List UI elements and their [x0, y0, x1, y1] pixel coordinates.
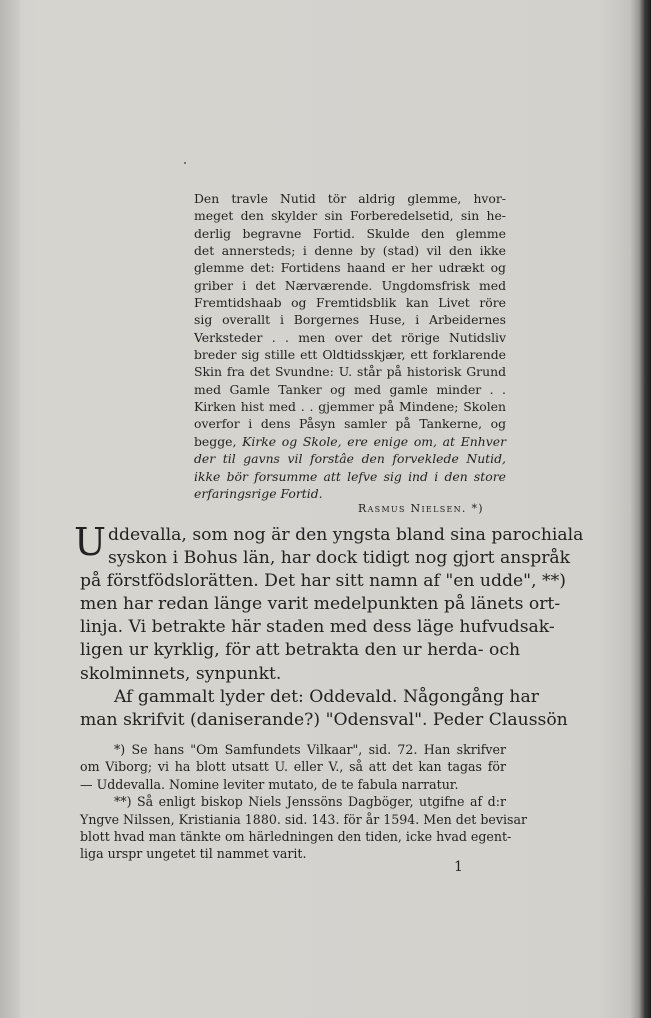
footnote-line: *) Se hans "Om Samfundets Vilkaar", sid. 72. Han skrifver	[114, 742, 506, 757]
body-line: på förstfödslorätten. Det har sitt namn af "en udde", **)	[80, 571, 566, 592]
footnote-line: **) Så enligt biskop Niels Jenssöns Dagböger, utgifne af d:r	[114, 794, 506, 810]
epigraph-line: breder sig stille ett Oldtidsskjær, ett forklarende	[194, 347, 506, 363]
body-line: Af gammalt lyder det: Oddevald. Någongång har	[114, 686, 539, 707]
page-left-edge	[0, 0, 20, 1018]
epigraph-line: glemme det: Fortidens haand er her udrækt og	[194, 260, 506, 276]
epigraph-line: sig overallt i Borgernes Huse, i Arbeidernes	[194, 312, 506, 328]
body-line: men har redan länge varit medelpunkten på länets ort-	[80, 594, 561, 615]
epigraph-line: med Gamle Tanker og med gamle minder . .	[194, 381, 506, 397]
epigraph-italic-line: ikke bör forsumme att lefve sig ind i den store	[194, 468, 506, 484]
epigraph-line: Fremtidshaab og Fremtidsblik kan Livet röre	[194, 295, 506, 311]
body-line: man skrifvit (daniserande?) "Odensval". Peder Claussön	[80, 709, 568, 730]
epigraph-plain-fragment: begge,	[194, 433, 243, 449]
main-text	[74, 520, 584, 732]
body-line: syskon i Bohus län, har dock tidigt nog gjort anspråk	[108, 548, 571, 569]
body-line: linja. Vi betrakte här staden med dess läge hufvudsak-	[80, 617, 555, 638]
footnote-line: blott hvad man tänkte om härledningen den tiden, icke hvad egent-	[80, 829, 512, 845]
epigraph-line: griber i det Nærværende. Ungdomsfrisk med	[194, 277, 506, 293]
footnote-line: — Uddevalla. Nomine leviter mutato, de te fabula narratur.	[80, 776, 459, 792]
epigraph-line: Skin fra det Svundne: U. står på historisk Grund	[194, 364, 506, 380]
epigraph-italic-fragment: Kirke og Skole, ere enige om, at Enhver	[242, 433, 506, 449]
body-line: skolminnets, synpunkt.	[80, 663, 282, 684]
epigraph-line-mixed	[194, 433, 506, 450]
epigraph-signature: Rasmus Nielsen. *)	[358, 502, 484, 515]
paper-speck	[184, 162, 186, 164]
body-line: ligen ur kyrklig, för att betrakta den ur herda- och	[80, 640, 521, 661]
epigraph-line: det annersteds; i denne by (stad) vil den ikke	[194, 243, 506, 259]
body-line: ddevalla, som nog är den yngsta bland sina parochiala	[108, 525, 584, 545]
epigraph-line: derlig begravne Fortid. Skulde den glemme	[194, 225, 506, 241]
epigraph-line: Verksteder . . men over det rörige Nutidsliv	[194, 329, 506, 345]
epigraph-italic-line: erfaringsrige Fortid.	[194, 485, 323, 501]
book-spine-shadow	[629, 0, 651, 1018]
footnote-line: Yngve Nilssen, Kristiania 1880. sid. 143. för år 1594. Men det bevisar	[80, 811, 527, 827]
epigraph-italic-line: der til gavns vil forstâe den forveklede Nutid,	[194, 451, 506, 467]
footnote-line: om Viborg; vi ha blott utsatt U. eller V., så att det kan tagas för	[80, 759, 506, 775]
epigraph-line: overfor i dens Påsyn samler på Tankerne, og	[194, 416, 506, 432]
epigraph-line: meget den skylder sin Forberedelsetid, sin he-	[194, 208, 506, 224]
epigraph-line: Kirken hist med . . gjemmer på Mindene; Skolen	[194, 399, 506, 415]
footnotes	[80, 741, 527, 863]
drop-cap: U	[74, 520, 107, 564]
epigraph	[194, 190, 506, 502]
footnote-line: liga urspr ungetet til nammet varit.	[80, 846, 307, 862]
page-number: 1	[454, 859, 463, 875]
epigraph-line: Den travle Nutid tör aldrig glemme, hvor-	[194, 191, 506, 206]
